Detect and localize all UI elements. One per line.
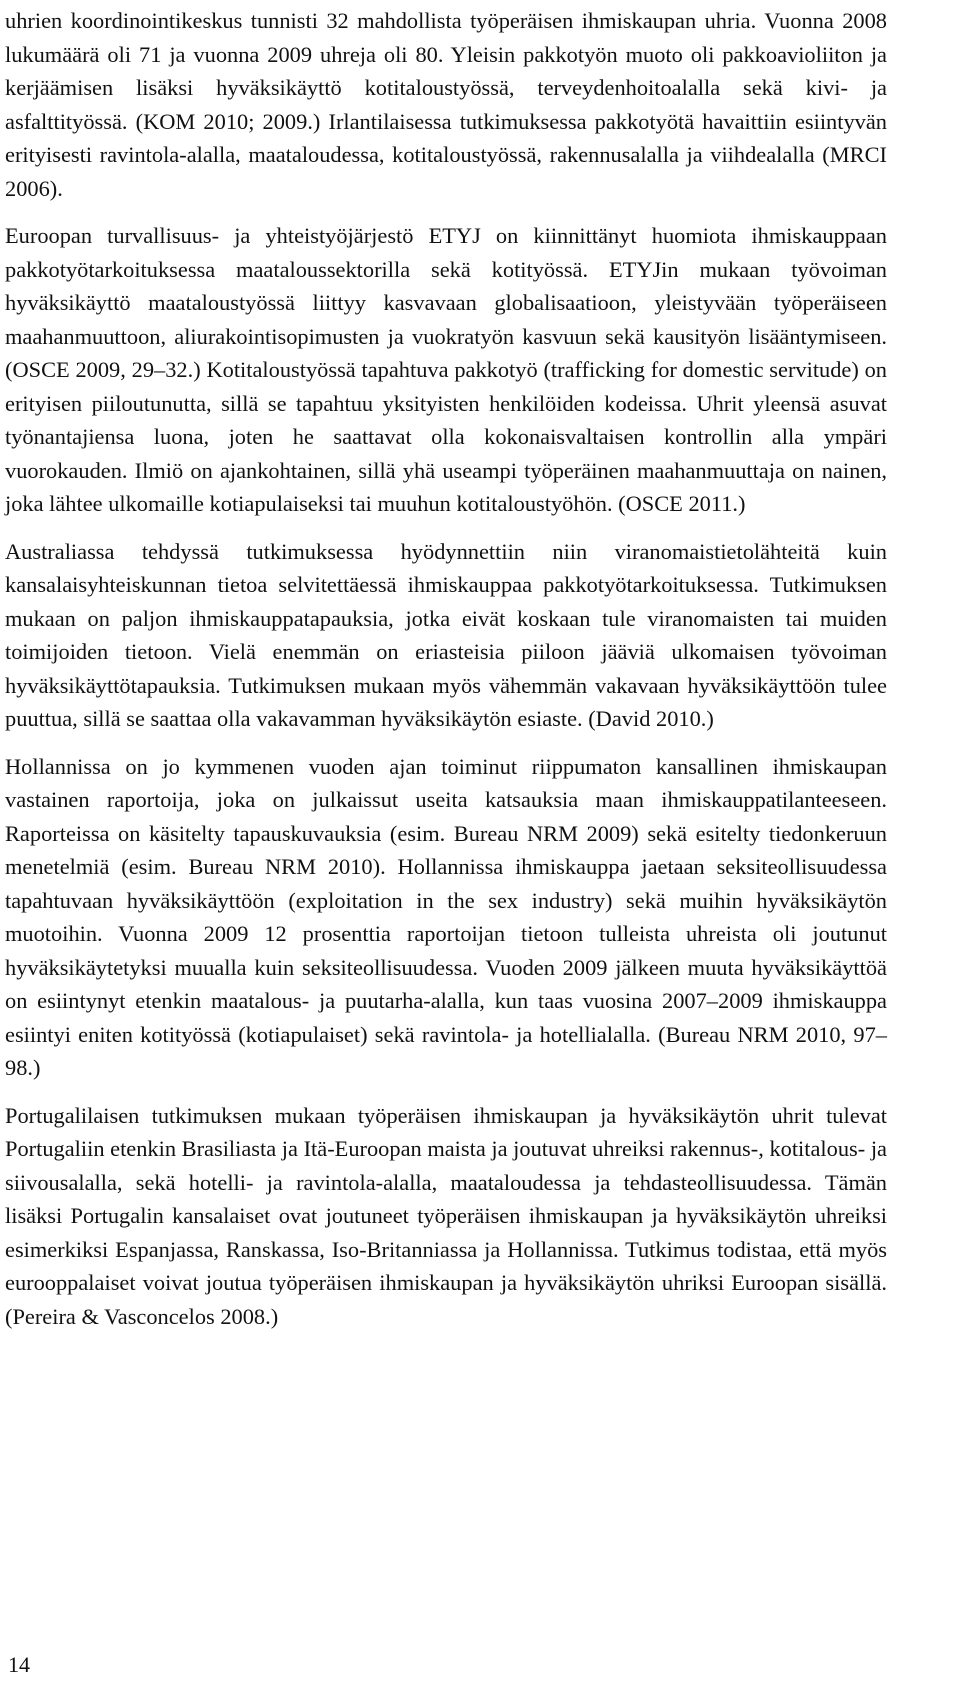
page-number: 14 bbox=[8, 1652, 30, 1677]
body-text bbox=[5, 4, 887, 1333]
paragraph: Hollannissa on jo kymmenen vuoden ajan toiminut riippumaton kansallinen ihmiskaupan vastainen raportoija, joka on julkaissut useita katsauksia maan ihmiskauppatilanteeseen. Raporteissa on käsitelty tapauskuvauksia (esim. Bureau NRM 2009) sekä esitelty tiedonkeruun menetelmiä (esim. Bureau NRM 2010). Hollannissa ihmiskauppa jaetaan seksiteollisuudessa tapahtuvaan hyväksikäyttöön (exploitation in the sex industry) sekä muihin hyväksikäytön muotoihin. Vuonna 2009 12 prosenttia raportoijan tietoon tulleista uhreista oli joutunut hyväksikäytetyksi muualla kuin seksiteollisuudessa. Vuoden 2009 jälkeen muuta hyväksikäyttöä on esiintynyt etenkin maatalous- ja puutarha-alalla, kun taas vuosina 2007–2009 ihmiskauppa esiintyi eniten kotityössä (kotiapulaiset) sekä ravintola- ja hotellialalla. (Bureau NRM 2010, 97–98.) bbox=[5, 753, 887, 1080]
paragraph: Portugalilaisen tutkimuksen mukaan työperäisen ihmiskaupan ja hyväksikäytön uhrit tulevat Portugaliin etenkin Brasiliasta ja Itä-Euroopan maista ja joutuvat uhreiksi rakennus-, kotitalous- ja siivousalalla, sekä hotelli- ja ravintola-alalla, maataloudessa ja tehdasteollisuudessa. Tämän lisäksi Portugalin kansalaiset ovat joutuneet työperäisen ihmiskaupan ja hyväksikäytön uhreiksi esimerkiksi Espanjassa, Ranskassa, Iso-Britanniassa ja Hollannissa. Tutkimus todistaa, että myös eurooppalaiset voivat joutua työperäisen ihmiskaupan ja hyväksikäytön uhriksi Euroopan sisällä. (Pereira & Vasconcelos 2008.) bbox=[5, 1102, 887, 1329]
paragraph: Euroopan turvallisuus- ja yhteistyöjärjestö ETYJ on kiinnittänyt huomiota ihmiskauppaan pakkotyötarkoituksessa maataloussektorilla sekä kotityössä. ETYJin mukaan työvoiman hyväksikäyttö maataloustyössä liittyy kasvavaan globalisaatioon, yleistyvään työperäiseen maahanmuuttoon, aliurakointisopimusten ja vuokratyön kasvuun sekä kausityön lisääntymiseen. (OSCE 2009, 29–32.) Kotitaloustyössä tapahtuva pakkotyö (trafficking for domestic servitude) on erityisen piiloutunutta, sillä se tapahtuu yksityisten henkilöiden kodeissa. Uhrit yleensä asuvat työnantajiensa luona, joten he saattavat olla kokonaisvaltaisen kontrollin alla ympäri vuorokauden. Ilmiö on ajankohtainen, sillä yhä useampi työperäinen maahanmuuttaja on nainen, joka lähtee ulkomaille kotiapulaiseksi tai muuhun kotitaloustyöhön. (OSCE 2011.) bbox=[5, 223, 887, 516]
paragraph: uhrien koordinointikeskus tunnisti 32 mahdollista työperäisen ihmiskaupan uhria. Vuonna 2008 lukumäärä oli 71 ja vuonna 2009 uhreja oli 80. Yleisin pakkotyön muoto oli pakkoavioliiton ja kerjäämisen lisäksi hyväksikäyttö kotitaloustyössä, terveydenhoitoalalla sekä kivi- ja asfalttityössä. (KOM 2010; 2009.) Irlantilaisessa tutkimuksessa pakkotyötä havaittiin esiintyvän erityisesti ravintola-alalla, maataloudessa, kotitaloustyössä, rakennusalalla ja viihdealalla (MRCI 2006). bbox=[5, 8, 887, 201]
paragraph: Australiassa tehdyssä tutkimuksessa hyödynnettiin niin viranomaistietolähteitä kuin kansalaisyhteiskunnan tietoa selvitettäessä ihmiskauppaa pakkotyötarkoituksessa. Tutkimuksen mukaan on paljon ihmiskauppatapauksia, jotka eivät koskaan tule viranomaisten tai muiden toimijoiden tietoon. Vielä enemmän on eriasteisia piiloon jääviä ulkomaisen työvoiman hyväksikäyttötapauksia. Tutkimuksen mukaan myös vähemmän vakavaan hyväksikäyttöön tulee puuttua, sillä se saattaa olla vakavamman hyväksikäytön esiaste. (David 2010.) bbox=[5, 538, 887, 731]
